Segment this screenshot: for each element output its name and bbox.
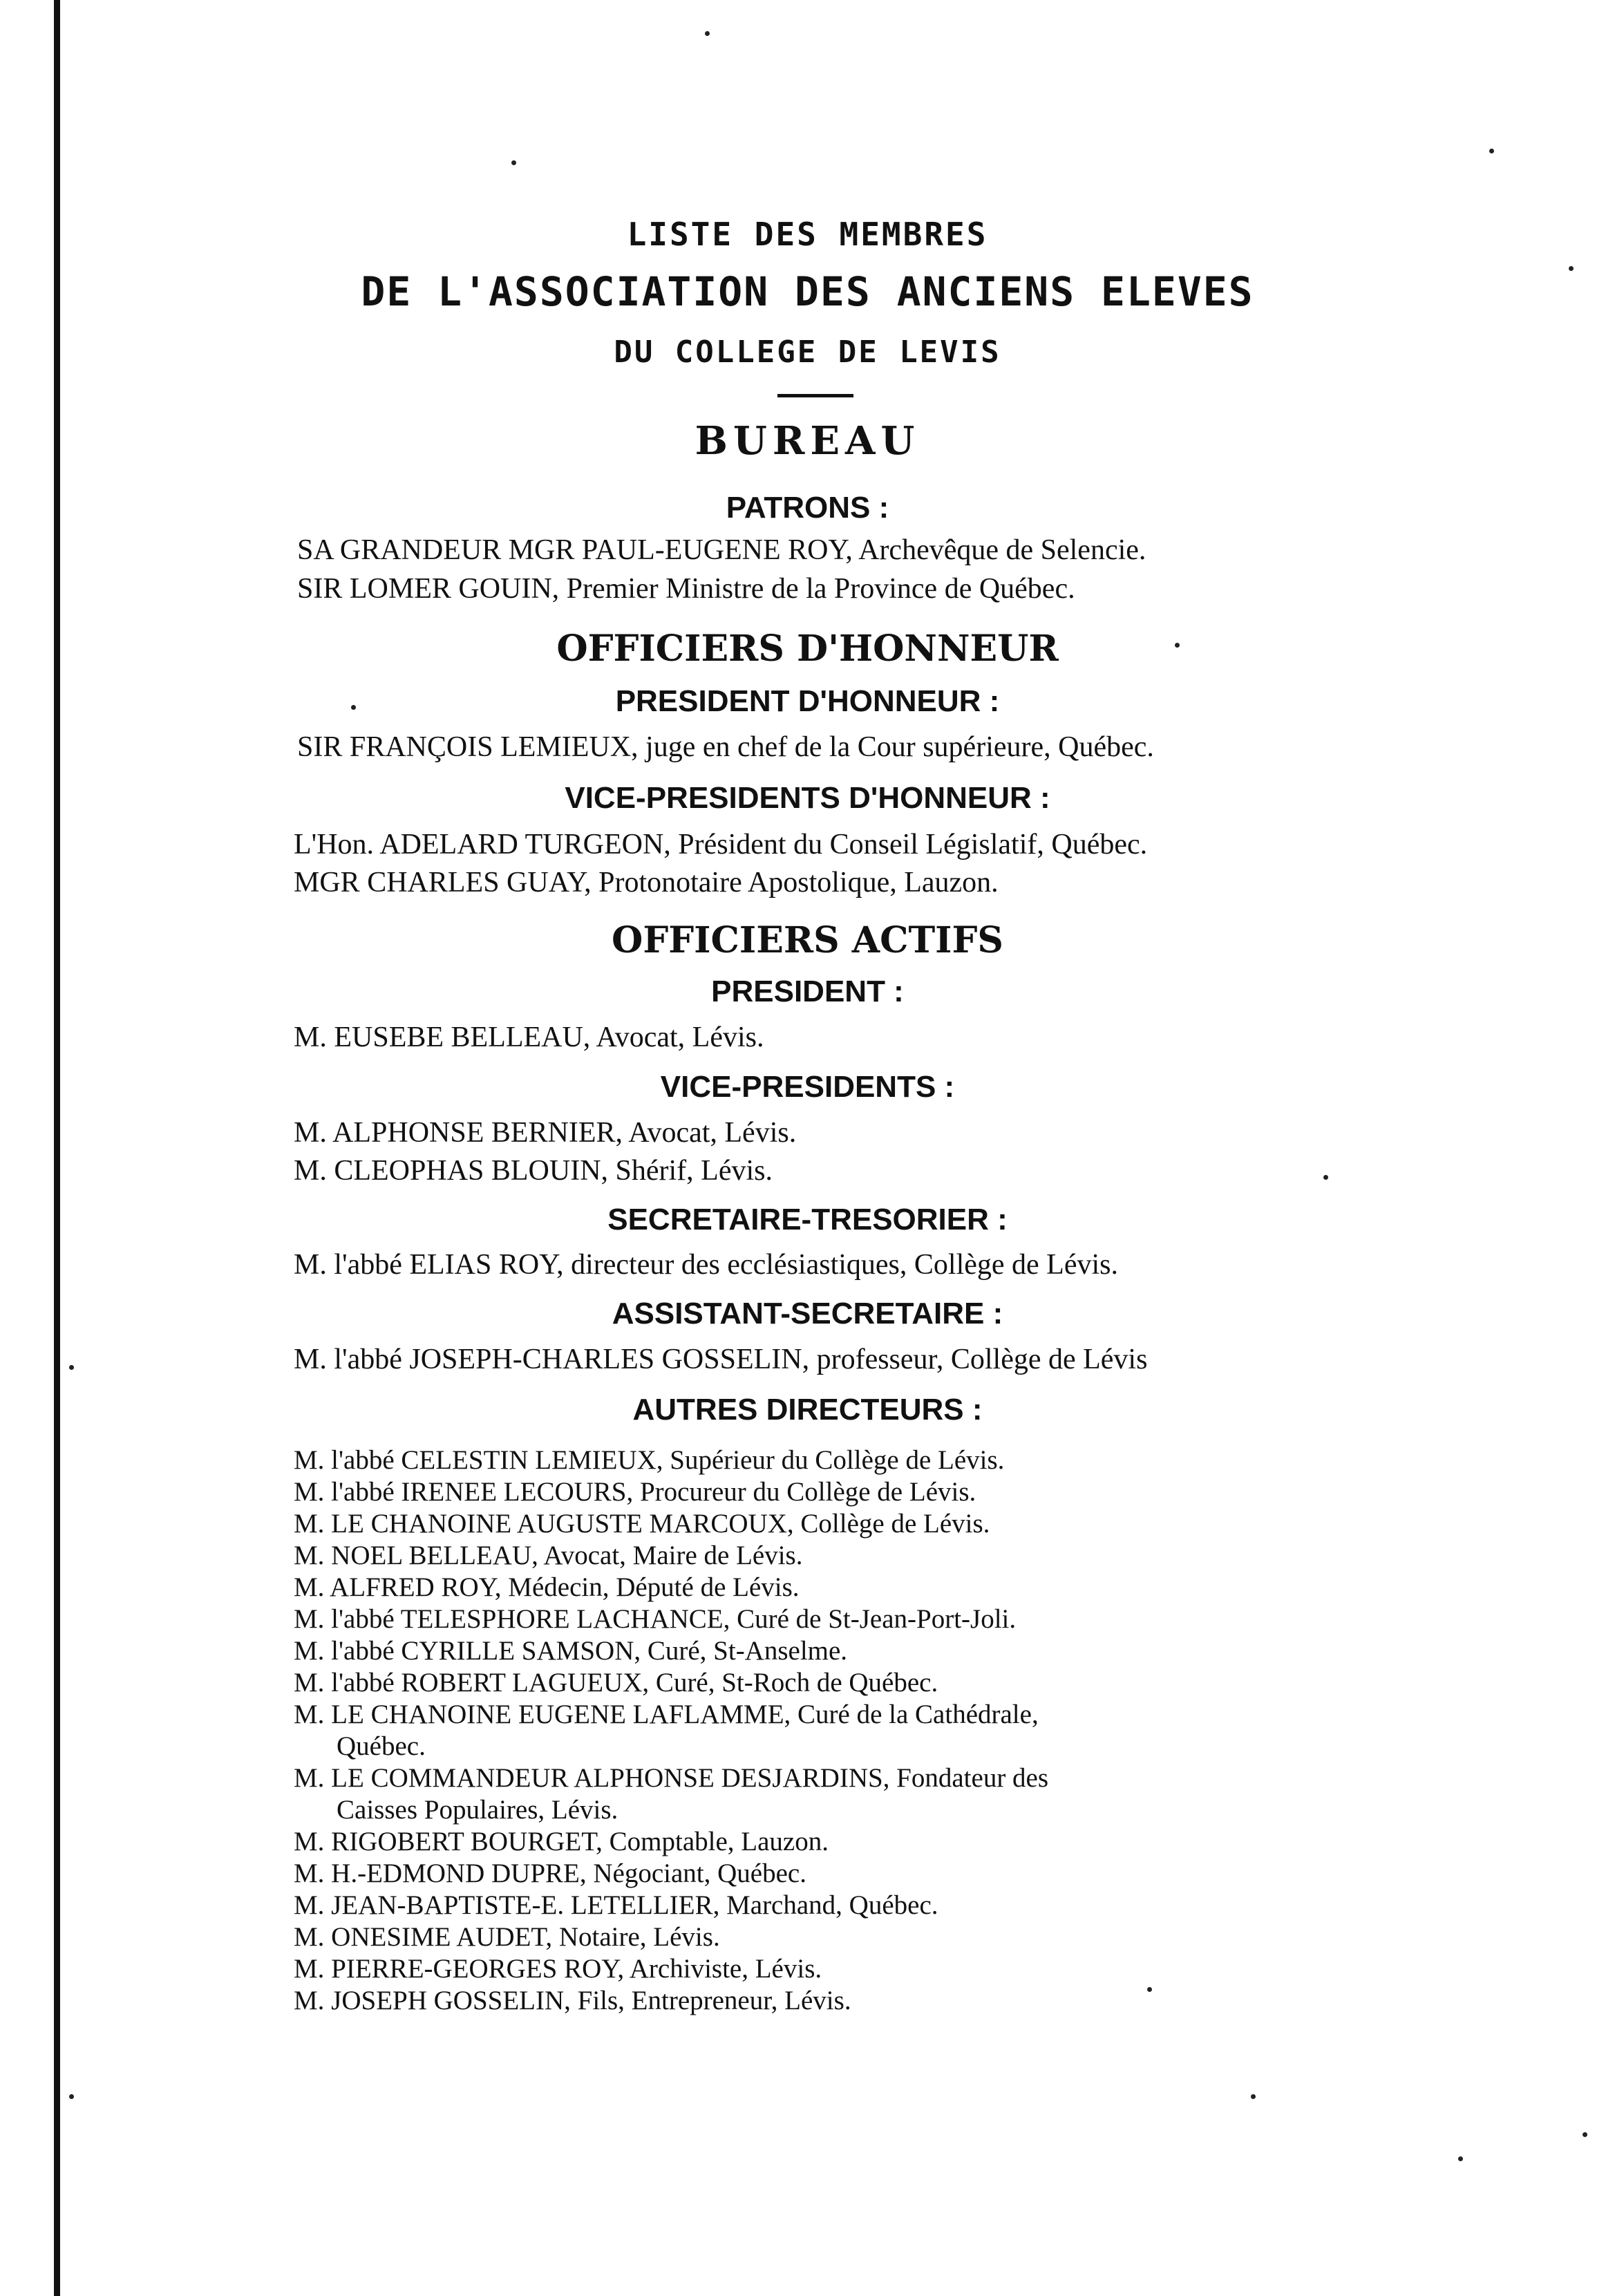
patron-line: SIR LOMER GOUIN, Premier Ministre de la Province de Québec. xyxy=(297,573,1075,605)
director-line: M. NOEL BELLEAU, Avocat, Maire de Lévis. xyxy=(294,1541,803,1570)
director-line: M. l'abbé CELESTIN LEMIEUX, Supérieur du Collège de Lévis. xyxy=(294,1445,1005,1475)
section-officiers-actifs-title: OFFICIERS ACTIFS xyxy=(612,919,1003,961)
director-line: M. LE CHANOINE AUGUSTE MARCOUX, Collège de Lévis. xyxy=(294,1509,990,1538)
director-line: M. JOSEPH GOSSELIN, Fils, Entrepreneur, Lévis. xyxy=(294,1986,851,2015)
scan-speck xyxy=(1583,2132,1587,2137)
scan-speck xyxy=(69,1365,74,1370)
vice-presidents-heading: VICE-PRESIDENTS : xyxy=(660,1070,955,1104)
patron-line: SA GRANDEUR MGR PAUL-EUGENE ROY, Archevêque de Selencie. xyxy=(297,534,1146,566)
assistant-secretaire-heading: ASSISTANT-SECRETAIRE : xyxy=(612,1297,1003,1330)
vice-president-honneur-line: L'Hon. ADELARD TURGEON, Président du Conseil Législatif, Québec. xyxy=(294,829,1148,860)
director-line: M. LE COMMANDEUR ALPHONSE DESJARDINS, Fondateur des xyxy=(294,1763,1049,1793)
assistant-secretaire-line: M. l'abbé JOSEPH-CHARLES GOSSELIN, professeur, Collège de Lévis xyxy=(294,1344,1148,1375)
document-subtitle: DE L'ASSOCIATION DES ANCIENS ELEVES xyxy=(361,268,1254,315)
patrons-heading: PATRONS : xyxy=(726,491,889,525)
president-honneur-line: SIR FRANÇOIS LEMIEUX, juge en chef de la Cour supérieure, Québec. xyxy=(297,731,1154,763)
director-entry xyxy=(294,1858,1351,1890)
secretaire-tresorier-heading: SECRETAIRE-TRESORIER : xyxy=(607,1203,1008,1236)
director-entry xyxy=(294,1603,1351,1635)
vice-presidents-honneur-heading: VICE-PRESIDENTS D'HONNEUR : xyxy=(565,781,1050,815)
president-honneur-heading: PRESIDENT D'HONNEUR : xyxy=(615,684,1000,718)
secretaire-tresorier-line: M. l'abbé ELIAS ROY, directeur des ecclésiastiques, Collège de Lévis. xyxy=(294,1249,1118,1281)
director-entry xyxy=(294,1890,1351,1921)
autres-directeurs-list xyxy=(294,1445,1351,2017)
scan-speck xyxy=(1251,2094,1256,2099)
president-line: M. EUSEBE BELLEAU, Avocat, Lévis. xyxy=(294,1022,764,1053)
scan-speck xyxy=(511,160,516,165)
title-rule xyxy=(777,394,853,397)
director-line: M. PIERRE-GEORGES ROY, Archiviste, Lévis. xyxy=(294,1954,822,1984)
director-line: M. H.-EDMOND DUPRE, Négociant, Québec. xyxy=(294,1859,806,1888)
scan-speck xyxy=(1489,149,1494,153)
director-line: M. JEAN-BAPTISTE-E. LETELLIER, Marchand, Québec. xyxy=(294,1890,938,1920)
director-line: M. l'abbé IRENEE LECOURS, Procureur du Collège de Lévis. xyxy=(294,1477,976,1507)
autres-directeurs-heading: AUTRES DIRECTEURS : xyxy=(632,1393,983,1427)
director-entry xyxy=(294,1953,1351,1985)
scan-speck xyxy=(1458,2156,1463,2161)
director-entry xyxy=(294,1699,1351,1762)
director-line-continuation: Caisses Populaires, Lévis. xyxy=(337,1795,618,1825)
director-line: M. ONESIME AUDET, Notaire, Lévis. xyxy=(294,1922,720,1952)
director-entry xyxy=(294,1635,1351,1667)
vice-president-honneur-line: MGR CHARLES GUAY, Protonotaire Apostolique, Lauzon. xyxy=(294,867,999,898)
section-officiers-honneur-title: OFFICIERS D'HONNEUR xyxy=(556,628,1059,670)
director-entry xyxy=(294,1667,1351,1699)
scan-speck xyxy=(705,31,710,36)
vice-president-line: M. ALPHONSE BERNIER, Avocat, Lévis. xyxy=(294,1117,797,1149)
scan-speck xyxy=(1323,1175,1328,1180)
director-entry xyxy=(294,1985,1351,2017)
director-line-continuation: Québec. xyxy=(337,1731,426,1761)
director-entry xyxy=(294,1826,1351,1858)
director-line: M. l'abbé CYRILLE SAMSON, Curé, St-Anselme. xyxy=(294,1636,848,1666)
document-subtitle-college: DU COLLEGE DE LEVIS xyxy=(614,335,1001,370)
section-bureau-title: BUREAU xyxy=(695,418,920,464)
director-line: M. LE CHANOINE EUGENE LAFLAMME, Curé de la Cathédrale, xyxy=(294,1700,1039,1729)
director-line: M. l'abbé TELESPHORE LACHANCE, Curé de St-Jean-Port-Joli. xyxy=(294,1604,1017,1634)
director-entry xyxy=(294,1921,1351,1953)
director-entry xyxy=(294,1508,1351,1540)
director-entry xyxy=(294,1572,1351,1603)
director-entry xyxy=(294,1445,1351,1476)
director-entry xyxy=(294,1476,1351,1508)
director-entry xyxy=(294,1540,1351,1572)
president-heading: PRESIDENT : xyxy=(711,975,904,1008)
director-entry xyxy=(294,1762,1351,1826)
director-line: M. ALFRED ROY, Médecin, Député de Lévis. xyxy=(294,1572,800,1602)
scan-speck xyxy=(69,2094,74,2099)
document-title: LISTE DES MEMBRES xyxy=(627,216,988,253)
vice-president-line: M. CLEOPHAS BLOUIN, Shérif, Lévis. xyxy=(294,1155,773,1187)
director-line: M. RIGOBERT BOURGET, Comptable, Lauzon. xyxy=(294,1827,829,1856)
director-line: M. l'abbé ROBERT LAGUEUX, Curé, St-Roch de Québec. xyxy=(294,1668,938,1697)
